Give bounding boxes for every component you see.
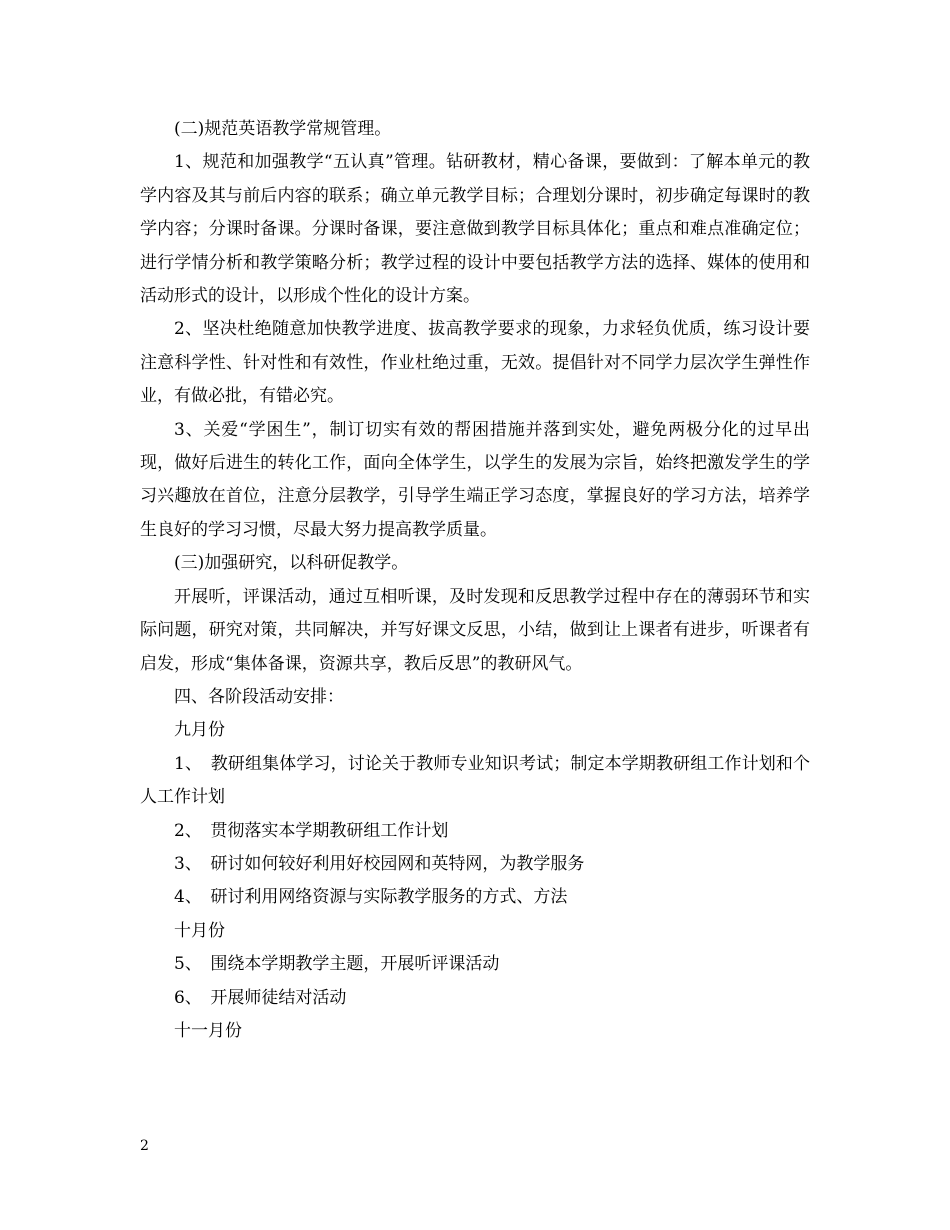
schedule-item-3: 3、 研讨如何较好利用好校园网和英特网，为教学服务 [174, 853, 585, 874]
schedule-item-4: 4、 研讨利用网络资源与实际教学服务的方式、方法 [174, 887, 568, 908]
section-heading-routine-management: (二)规范英语教学常规管理。 [174, 119, 392, 139]
schedule-item-5: 5、 围绕本学期教学主题，开展听评课活动 [174, 954, 500, 975]
month-heading-october: 十月份 [174, 920, 225, 941]
paragraph-item-2-teaching-pace: 2、坚决杜绝随意加快教学进度、拔高教学要求的现象，力求轻负优质，练习设计要注意科学性、针对性和有效性，作业杜绝过重，无效。提倡针对不同学力层次学生弹性作业，有做必批，有错必究。 [140, 319, 810, 407]
month-heading-september: 九月份 [174, 720, 225, 741]
schedule-item-1: 1、 教研组集体学习，讨论关于教师专业知识考试；制定本学期教研组工作计划和个人工作计划 [140, 753, 810, 808]
paragraph-item-3-struggling-students: 3、关爱“学困生”，制订切实有效的帮困措施并落到实处，避免两极分化的过早出现，做好后进生的转化工作，面向全体学生，以学生的发展为宗旨，始终把激发学生的学习兴趣放在首位，注意分层教学，引导学生端正学习态度，掌握良好的学习方法，培养学生良好的学习习惯，尽最大努力提高教学质量。 [140, 419, 810, 540]
paragraph-lesson-observation: 开展听，评课活动，通过互相听课，及时发现和反思教学过程中存在的薄弱环节和实际问题，研究对策，共同解决，并写好课文反思，小结，做到让上课者有进步，听课者有启发，形成“集体备课，资源共享，教后反思”的教研风气。 [140, 586, 810, 674]
paragraph-item-1-five-earnest: 1、规范和加强教学“五认真”管理。钻研教材，精心备课，要做到：了解本单元的教学内容及其与前后内容的联系；确立单元教学目标；合理划分课时，初步确定每课时的教学内容；分课时备课。分课时备课，要注意做到教学目标具体化；重点和难点准确定位；进行学情分析和教学策略分析；教学过程的设计中要包括教学方法的选择、媒体的使用和活动形式的设计，以形成个性化的设计方案。 [140, 152, 810, 307]
schedule-item-2: 2、 贯彻落实本学期教研组工作计划 [174, 820, 449, 841]
page-number: 2 [140, 1138, 149, 1154]
section-heading-research: (三)加强研究，以科研促教学。 [174, 553, 409, 574]
section-heading-schedule: 四、各阶段活动安排： [174, 686, 344, 707]
month-heading-november: 十一月份 [174, 1020, 242, 1041]
document-body [140, 113, 810, 1048]
schedule-item-6: 6、 开展师徒结对活动 [174, 987, 347, 1008]
